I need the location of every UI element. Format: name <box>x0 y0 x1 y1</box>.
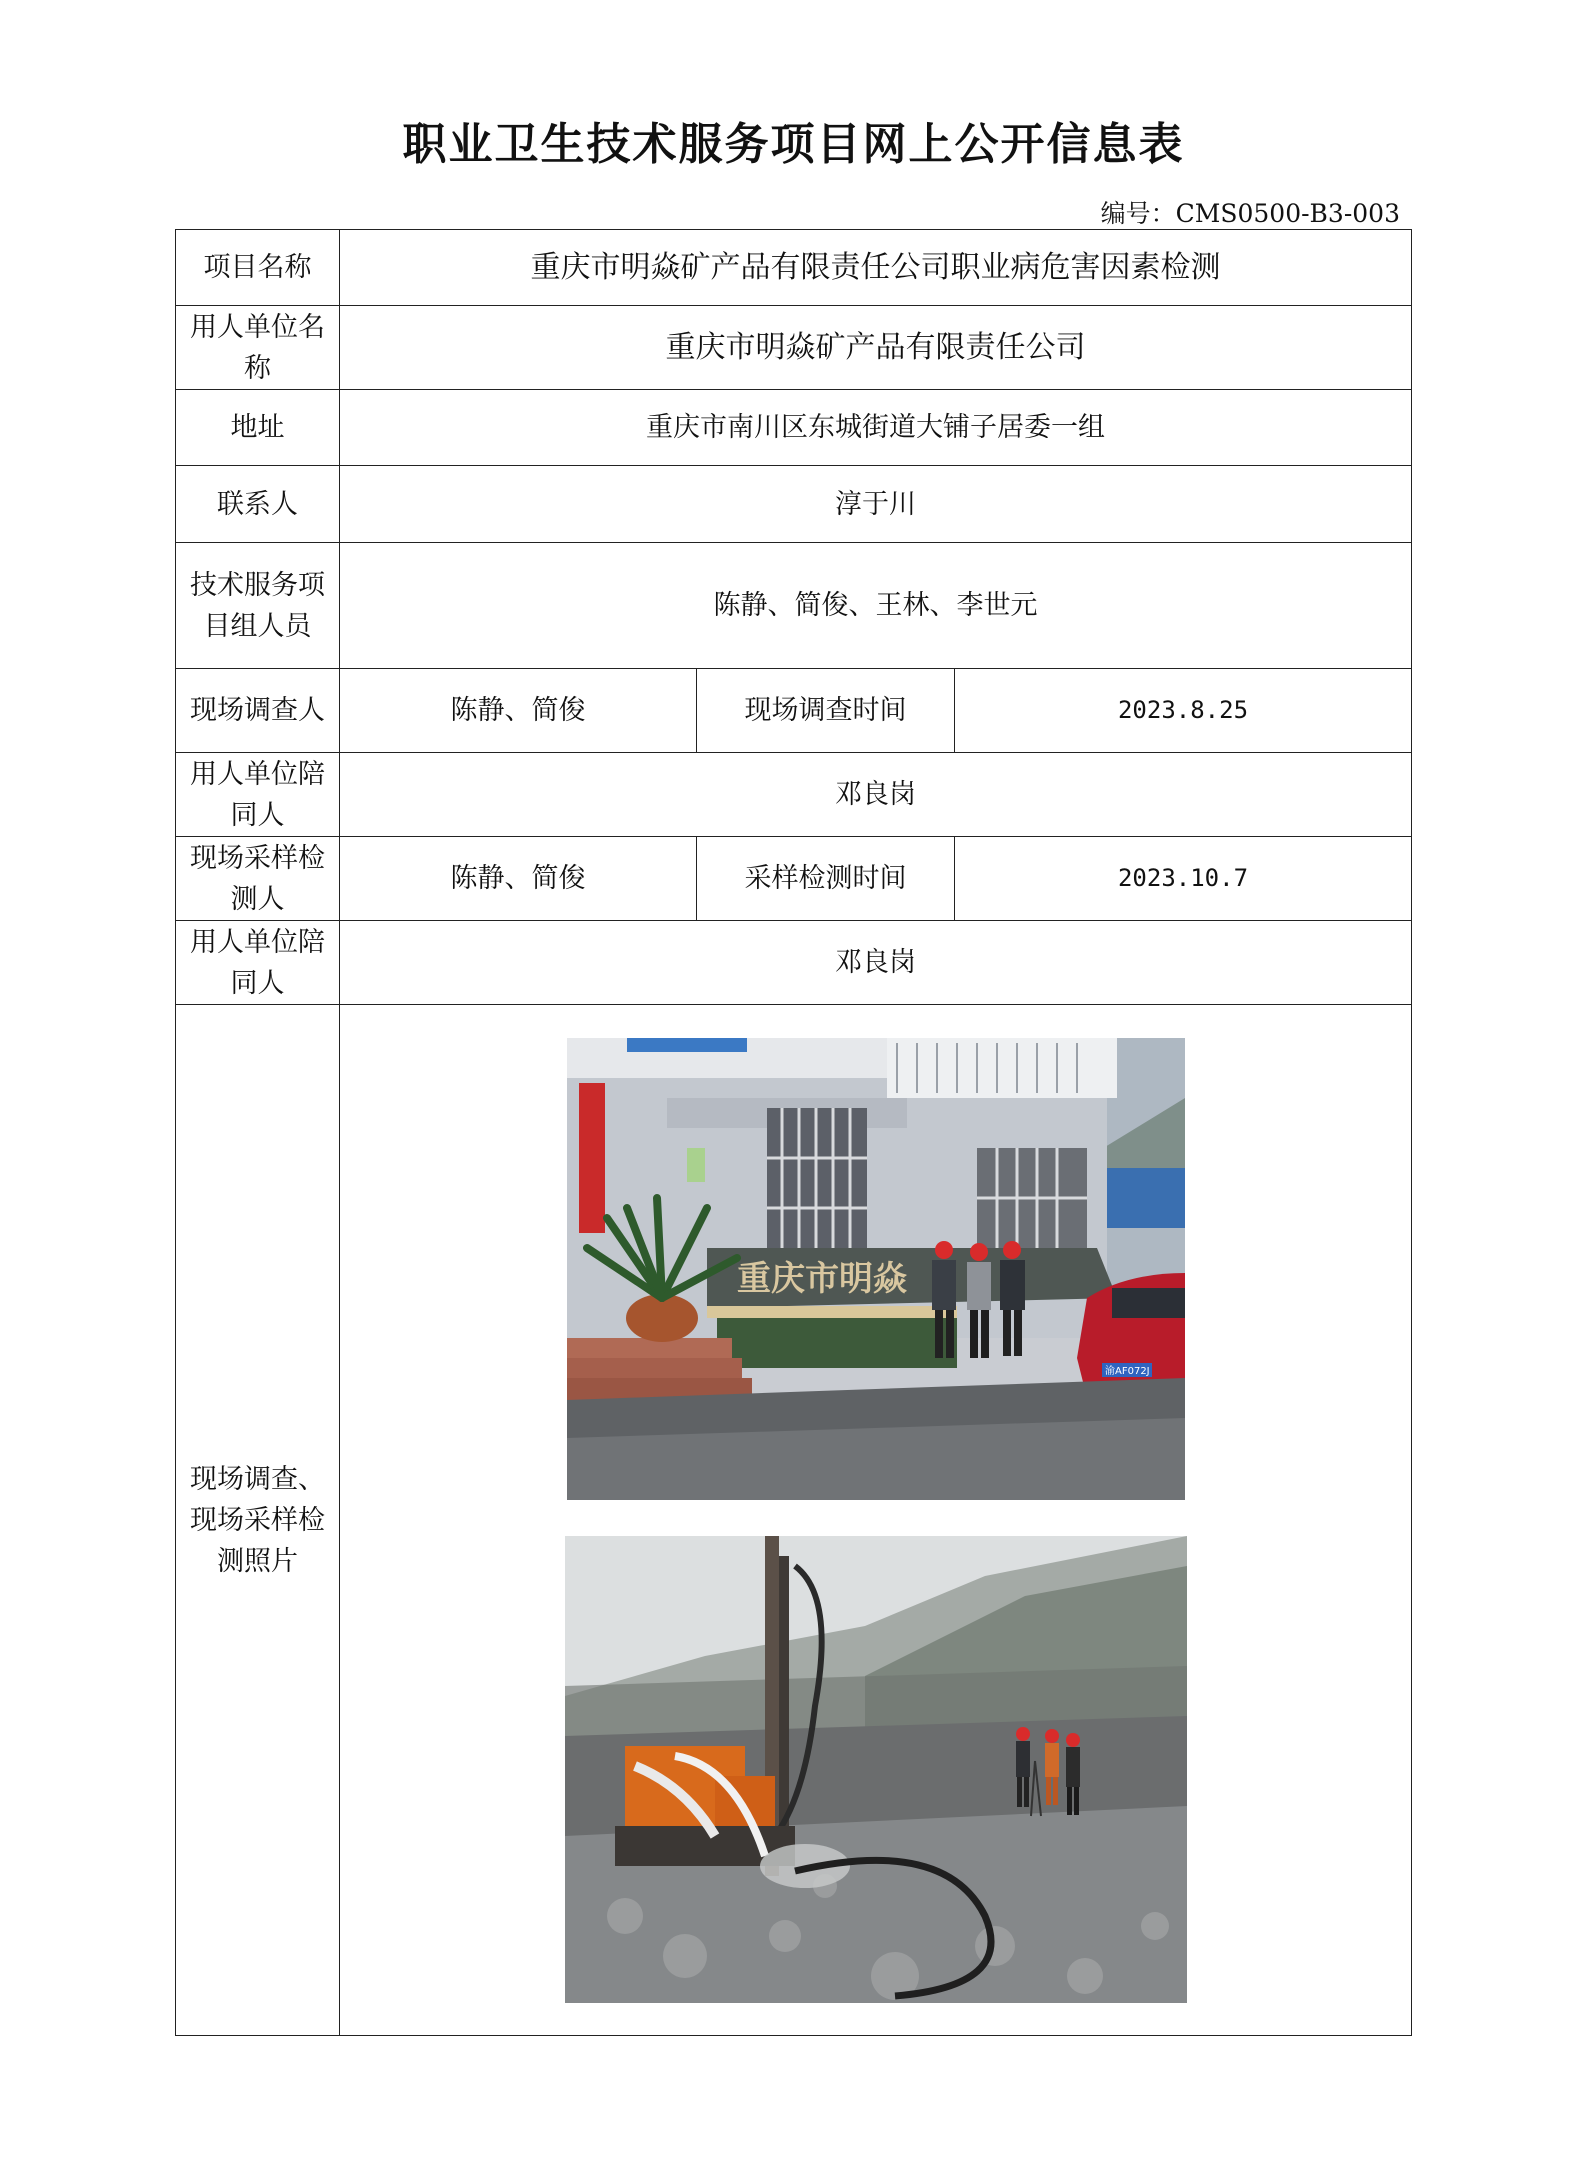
sampling-escort-value: 邓良岗 <box>340 921 1412 1005</box>
row-survey-escort <box>176 753 1412 837</box>
photo-site-survey <box>567 1038 1185 1500</box>
page-title: 职业卫生技术服务项目网上公开信息表 <box>402 119 1185 170</box>
sampling-label: 现场采样检测人 <box>176 837 340 921</box>
survey-escort-value: 邓良岗 <box>340 753 1412 837</box>
survey-value: 陈静、简俊 <box>340 669 697 753</box>
row-sampling-escort <box>176 921 1412 1005</box>
row-survey <box>176 669 1412 753</box>
employer-value: 重庆市明焱矿产品有限责任公司 <box>340 306 1412 390</box>
car-plate: 渝AF072J <box>1104 1365 1150 1377</box>
project-name-value: 重庆市明焱矿产品有限责任公司职业病危害因素检测 <box>340 230 1412 306</box>
photos-cell <box>340 1005 1412 2036</box>
contact-value: 淳于川 <box>340 466 1412 543</box>
info-table <box>175 229 1412 2036</box>
photo-site-sampling <box>565 1536 1187 2003</box>
survey-time-value: 2023.8.25 <box>955 669 1412 753</box>
row-sampling <box>176 837 1412 921</box>
row-team <box>176 543 1412 669</box>
sampling-workers <box>1016 1727 1080 1816</box>
sampling-time-label: 采样检测时间 <box>697 837 955 921</box>
row-project-name <box>176 230 1412 306</box>
project-name-label: 项目名称 <box>176 230 340 306</box>
row-employer <box>176 306 1412 390</box>
employer-label: 用人单位名称 <box>176 306 340 390</box>
contact-label: 联系人 <box>176 466 340 543</box>
sampling-escort-label: 用人单位陪同人 <box>176 921 340 1005</box>
address-value: 重庆市南川区东城街道大铺子居委一组 <box>340 390 1412 466</box>
survey-time-label: 现场调查时间 <box>697 669 955 753</box>
team-value: 陈静、简俊、王林、李世元 <box>340 543 1412 669</box>
sampling-value: 陈静、简俊 <box>340 837 697 921</box>
sampling-time-value: 2023.10.7 <box>955 837 1412 921</box>
team-label: 技术服务项目组人员 <box>176 543 340 669</box>
document-number: 编号：CMS0500-B3-003 <box>1100 199 1400 228</box>
address-label: 地址 <box>176 390 340 466</box>
survey-escort-label: 用人单位陪同人 <box>176 753 340 837</box>
survey-label: 现场调查人 <box>176 669 340 753</box>
row-photos <box>176 1005 1412 2036</box>
row-address <box>176 390 1412 466</box>
photos-label: 现场调查、现场采样检测照片 <box>176 1005 340 2036</box>
banner-text: 重庆市明焱 <box>736 1258 907 1299</box>
row-contact <box>176 466 1412 543</box>
